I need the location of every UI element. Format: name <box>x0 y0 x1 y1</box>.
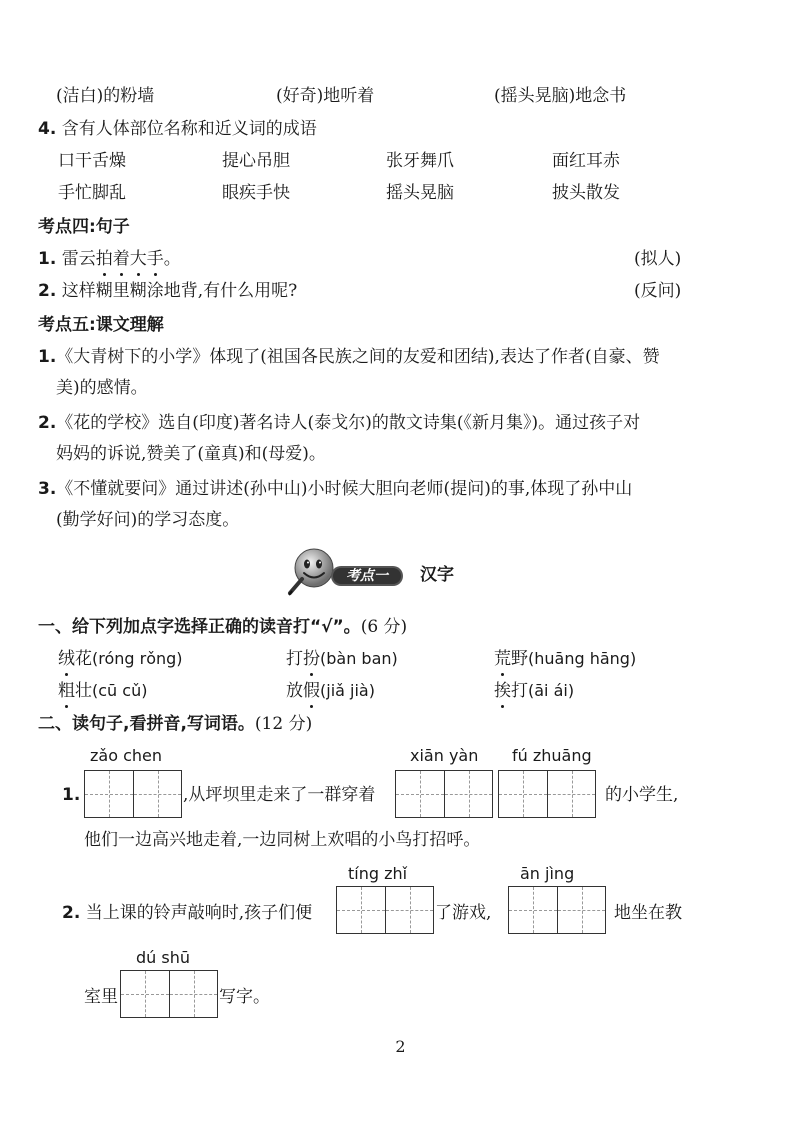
dotted-char: 手 <box>146 249 164 269</box>
q1-item-6: 挨打(āi ái) <box>494 681 575 701</box>
idiom-2-2: 眼疾手快 <box>222 183 290 203</box>
idiom-2-4: 披头散发 <box>552 183 620 203</box>
section4-title: 4. 含有人体部位名称和近义词的成语 <box>38 119 317 139</box>
pinyin-fuzhuang: fú zhuāng <box>512 746 592 765</box>
kd5-p1-line2: 美)的感情。 <box>56 378 148 398</box>
kd5-p2-line1: 2.《花的学校》选自(印度)著名诗人(泰戈尔)的散文诗集(《新月集》)。通过孩子对 <box>38 413 641 433</box>
kd5-p3-line2: (勤学好问)的学习态度。 <box>56 510 240 530</box>
q1-item-5: 放假(jiǎ jià) <box>286 681 375 701</box>
idiom-1-3: 张牙舞爪 <box>386 151 454 171</box>
kd5-p2-line2: 妈妈的诉说,赞美了(童真)和(母爱)。 <box>56 444 326 464</box>
q2-title: 二、读句子,看拼音,写词语。(12 分) <box>38 714 313 734</box>
answer-grid-zaochen[interactable] <box>84 770 182 818</box>
q1-item-3: 荒野(huāng hāng) <box>494 649 637 669</box>
idiom-1-4: 面红耳赤 <box>552 151 620 171</box>
q2-s2-line2-pre: 室里 <box>84 987 118 1007</box>
q1-item-2: 打扮(bàn ban) <box>286 649 398 669</box>
kd4-tag-1: (拟人) <box>634 249 682 269</box>
idiom-1-2: 提心吊胆 <box>222 151 290 171</box>
phrase-1: (洁白)的粉墙 <box>56 86 155 106</box>
pinyin-anjing: ān jìng <box>520 864 575 883</box>
idiom-1-1: 口干舌燥 <box>58 151 126 171</box>
kd4-sentence-2: 2. 这样糊里糊涂地背,有什么用呢? <box>38 281 298 301</box>
answer-grid-fuzhuang[interactable] <box>498 770 596 818</box>
q2-s1-text1: ,从坪坝里走来了一群穿着 <box>183 785 376 805</box>
q2-s2-text2: 地坐在教 <box>614 903 682 923</box>
answer-grid-tingzhi[interactable] <box>336 886 434 934</box>
page-number: 2 <box>395 1037 406 1056</box>
dotted-char: 拍 <box>95 249 113 269</box>
q2-s2-line2-post: 写字。 <box>219 987 270 1007</box>
q1-item-1: 绒花(róng rǒng) <box>58 649 183 669</box>
q2-s1-num: 1. <box>62 785 81 805</box>
dotted-char: 大 <box>129 249 147 269</box>
q2-s1-line2: 他们一边高兴地走着,一边同树上欢唱的小鸟打招呼。 <box>84 830 481 850</box>
kd5-p1-line1: 1.《大青树下的小学》体现了(祖国各民族之间的友爱和团结),表达了作者(自豪、赞 <box>38 347 660 367</box>
answer-grid-xianyan[interactable] <box>395 770 493 818</box>
idiom-2-1: 手忙脚乱 <box>58 183 126 203</box>
idiom-2-3: 摇头晃脑 <box>386 183 454 203</box>
phrase-3: (摇头晃脑)地念书 <box>494 86 627 106</box>
kd5-heading: 考点五:课文理解 <box>38 315 164 335</box>
pinyin-tingzhi: tíng zhǐ <box>348 864 408 883</box>
dotted-char: 着 <box>112 249 130 269</box>
kd5-p3-line1: 3.《不懂就要问》通过讲述(孙中山)小时候大胆向老师(提问)的事,体现了孙中山 <box>38 479 633 499</box>
pinyin-dushu: dú shū <box>136 948 190 967</box>
banner-title: 汉字 <box>420 565 454 585</box>
badge-label: 考点一 <box>346 568 388 584</box>
pinyin-xianyan: xiān yàn <box>410 746 479 765</box>
q2-s1-text2: 的小学生, <box>605 785 679 805</box>
q1-item-4: 粗壮(cū cǔ) <box>58 681 148 701</box>
kd4-heading: 考点四:句子 <box>38 217 130 237</box>
kd4-sentence-1: 1. 雷云拍着大手。 <box>38 249 181 269</box>
answer-grid-anjing[interactable] <box>508 886 606 934</box>
phrase-2: (好奇)地听着 <box>276 86 375 106</box>
q2-s2-line1: 2. 当上课的铃声敲响时,孩子们便 <box>62 903 313 923</box>
q2-s2-text1: 了游戏, <box>435 903 492 923</box>
pinyin-zaochen: zǎo chen <box>90 746 162 765</box>
answer-grid-dushu[interactable] <box>120 970 218 1018</box>
kd4-tag-2: (反问) <box>634 281 682 301</box>
q1-title: 一、给下列加点字选择正确的读音打“√”。(6 分) <box>38 617 408 637</box>
